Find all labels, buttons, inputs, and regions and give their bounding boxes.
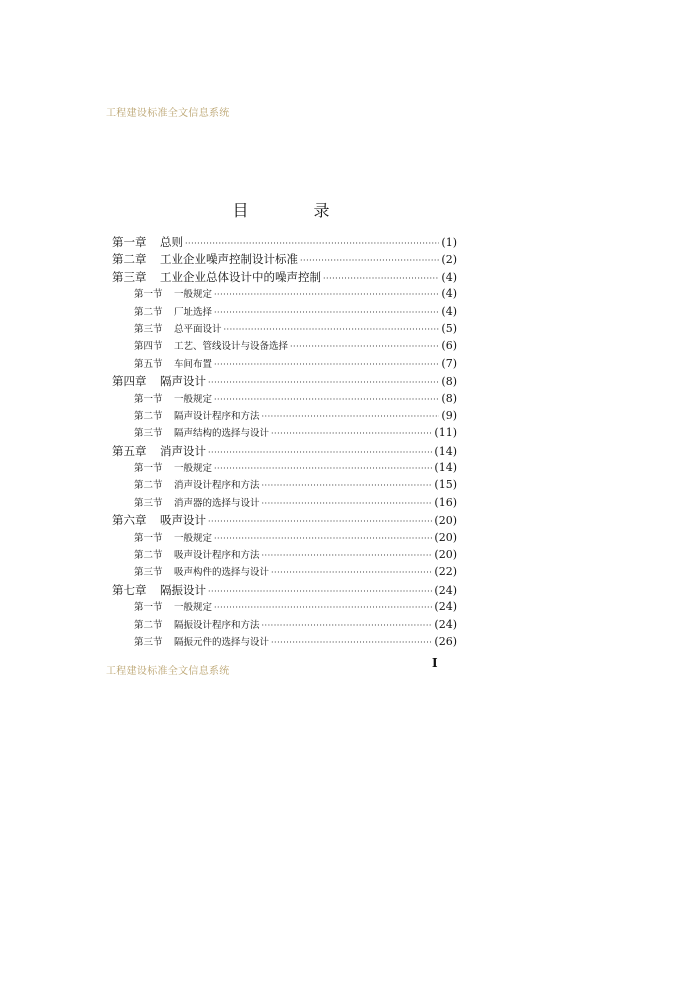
toc-entry-number: 第三节 — [134, 567, 163, 579]
toc-entry-number: 第六章 — [112, 513, 147, 528]
toc-entry-label: 隔振设计程序和方法 — [174, 619, 260, 631]
toc-entry-label: 消声器的选择与设计 — [174, 497, 260, 509]
toc-entry-page: (1) — [441, 236, 457, 249]
dot-leader — [262, 621, 433, 630]
toc-chapter-entry[interactable] — [112, 373, 457, 390]
toc-section-entry[interactable] — [112, 617, 457, 634]
toc-entry-number: 第二节 — [134, 480, 163, 492]
toc-entry-page: (11) — [434, 426, 457, 440]
toc-section-entry[interactable] — [112, 530, 457, 547]
toc-entry-label: 吸声设计 — [160, 513, 206, 528]
toc-entry-number: 第二章 — [112, 252, 147, 267]
toc-entry-number: 第二节 — [134, 550, 163, 562]
dot-leader — [224, 325, 440, 334]
dot-leader — [271, 638, 432, 647]
dot-leader — [300, 256, 439, 265]
toc-entry-page: (5) — [441, 321, 457, 335]
dot-leader — [208, 378, 439, 387]
toc-entry-number: 第五节 — [134, 358, 163, 370]
toc-entry-label: 隔声结构的选择与设计 — [174, 428, 270, 440]
toc-section-entry[interactable] — [112, 599, 457, 616]
toc-entry-number: 第二节 — [134, 410, 163, 422]
dot-leader — [214, 603, 432, 612]
toc-entry-page: (4) — [441, 287, 457, 301]
toc-entry-page: (14) — [434, 444, 457, 458]
dot-leader — [208, 587, 432, 596]
toc-entry-page: (6) — [441, 339, 457, 353]
dot-leader — [290, 342, 439, 351]
watermark-bottom: 工程建设标准全文信息系统 — [106, 666, 230, 677]
toc-entry-label: 隔声设计程序和方法 — [174, 410, 260, 422]
toc-entry-label: 隔声设计 — [160, 374, 206, 389]
toc-entry-number: 第一节 — [134, 289, 163, 301]
toc-entry-number: 第二节 — [134, 619, 163, 631]
toc-entry-number: 第一节 — [134, 393, 163, 405]
dot-leader — [214, 395, 439, 404]
toc-entry-number: 第三节 — [134, 636, 163, 648]
toc-section-entry[interactable] — [112, 321, 457, 338]
toc-section-entry[interactable] — [112, 477, 457, 494]
dot-leader — [185, 239, 439, 248]
toc-entry-number: 第二节 — [134, 306, 163, 318]
toc-entry-number: 第三节 — [134, 323, 163, 335]
toc-section-entry[interactable] — [112, 408, 457, 425]
toc-entry-page: (15) — [434, 478, 457, 492]
dot-leader — [271, 429, 432, 438]
toc-entry-label: 消声设计程序和方法 — [174, 480, 260, 492]
dot-leader — [271, 568, 432, 577]
page-number: I — [432, 656, 438, 670]
toc-entry-page: (24) — [434, 583, 457, 597]
toc-section-entry[interactable] — [112, 564, 457, 581]
toc-entry-number: 第一节 — [134, 602, 163, 614]
dot-leader — [214, 464, 432, 473]
toc-entry-page: (8) — [441, 391, 457, 405]
dot-leader — [208, 448, 432, 457]
toc-entry-label: 吸声设计程序和方法 — [174, 550, 260, 562]
toc-entry-number: 第七章 — [112, 582, 147, 597]
toc-entry-page: (16) — [434, 495, 457, 509]
toc-chapter-entry[interactable] — [112, 512, 457, 529]
toc-entry-number: 第五章 — [112, 443, 147, 458]
toc-chapter-entry[interactable] — [112, 251, 457, 268]
dot-leader — [262, 551, 433, 560]
dot-leader — [214, 308, 439, 317]
toc-entry-number: 第三节 — [134, 497, 163, 509]
toc-entry-label: 总则 — [160, 235, 183, 249]
dot-leader — [214, 360, 439, 369]
toc-section-entry[interactable] — [112, 356, 457, 373]
toc-entry-number: 第一节 — [134, 532, 163, 544]
toc-entry-label: 一般规定 — [174, 602, 213, 614]
toc-chapter-entry[interactable] — [112, 443, 457, 460]
toc-entry-label: 隔振设计 — [160, 582, 206, 597]
toc-entry-page: (2) — [441, 253, 457, 267]
toc-entry-label: 吸声构件的选择与设计 — [174, 567, 270, 579]
toc-entry-page: (20) — [434, 530, 457, 544]
toc-section-entry[interactable] — [112, 495, 457, 512]
dot-leader — [262, 412, 440, 421]
dot-leader — [208, 517, 432, 526]
toc-section-entry[interactable] — [112, 547, 457, 564]
toc-section-entry[interactable] — [112, 304, 457, 321]
toc-chapter-entry[interactable] — [112, 234, 457, 251]
toc-entry-label: 一般规定 — [174, 393, 213, 405]
toc-entry-label: 厂址选择 — [174, 306, 213, 318]
dot-leader — [323, 274, 439, 283]
toc-entry-label: 一般规定 — [174, 532, 213, 544]
watermark-top: 工程建设标准全文信息系统 — [106, 108, 230, 119]
dot-leader — [214, 290, 439, 299]
toc-entry-page: (7) — [441, 356, 457, 370]
toc-entry-page: (24) — [434, 600, 457, 614]
toc-entry-number: 第一节 — [134, 463, 163, 475]
dot-leader — [262, 499, 433, 508]
toc-section-entry[interactable] — [112, 425, 457, 442]
toc-entry-page: (20) — [434, 514, 457, 528]
table-of-contents — [112, 234, 457, 651]
toc-entry-page: (4) — [441, 270, 457, 284]
toc-section-entry[interactable] — [112, 286, 457, 303]
toc-entry-label: 工艺、管线设计与设备选择 — [174, 341, 289, 353]
toc-entry-label: 工业企业噪声控制设计标准 — [160, 252, 298, 267]
toc-chapter-entry[interactable] — [112, 582, 457, 599]
toc-entry-label: 一般规定 — [174, 289, 213, 301]
toc-entry-number: 第四节 — [134, 341, 163, 353]
dot-leader — [214, 534, 432, 543]
toc-entry-page: (8) — [441, 375, 457, 389]
toc-section-entry[interactable] — [112, 338, 457, 355]
toc-entry-number: 第四章 — [112, 374, 147, 389]
toc-entry-page: (20) — [434, 548, 457, 562]
toc-entry-page: (26) — [434, 634, 457, 648]
toc-entry-label: 消声设计 — [160, 443, 206, 458]
toc-entry-page: (9) — [441, 408, 457, 422]
dot-leader — [262, 481, 433, 490]
toc-entry-label: 总平面设计 — [174, 323, 222, 335]
toc-entry-number: 第一章 — [112, 235, 147, 249]
toc-entry-page: (14) — [434, 461, 457, 475]
toc-entry-page: (24) — [434, 617, 457, 631]
toc-entry-label: 工业企业总体设计中的噪声控制 — [160, 269, 321, 284]
toc-entry-label: 隔振元件的选择与设计 — [174, 636, 270, 648]
toc-title: 目 录 — [232, 201, 360, 220]
toc-section-entry[interactable] — [112, 391, 457, 408]
toc-section-entry[interactable] — [112, 634, 457, 651]
toc-entry-number: 第三章 — [112, 269, 147, 284]
toc-entry-label: 一般规定 — [174, 463, 213, 475]
toc-entry-page: (22) — [434, 565, 457, 579]
toc-entry-number: 第三节 — [134, 428, 163, 440]
toc-entry-label: 车间布置 — [174, 358, 213, 370]
toc-chapter-entry[interactable] — [112, 269, 457, 286]
toc-entry-page: (4) — [441, 304, 457, 318]
toc-section-entry[interactable] — [112, 460, 457, 477]
